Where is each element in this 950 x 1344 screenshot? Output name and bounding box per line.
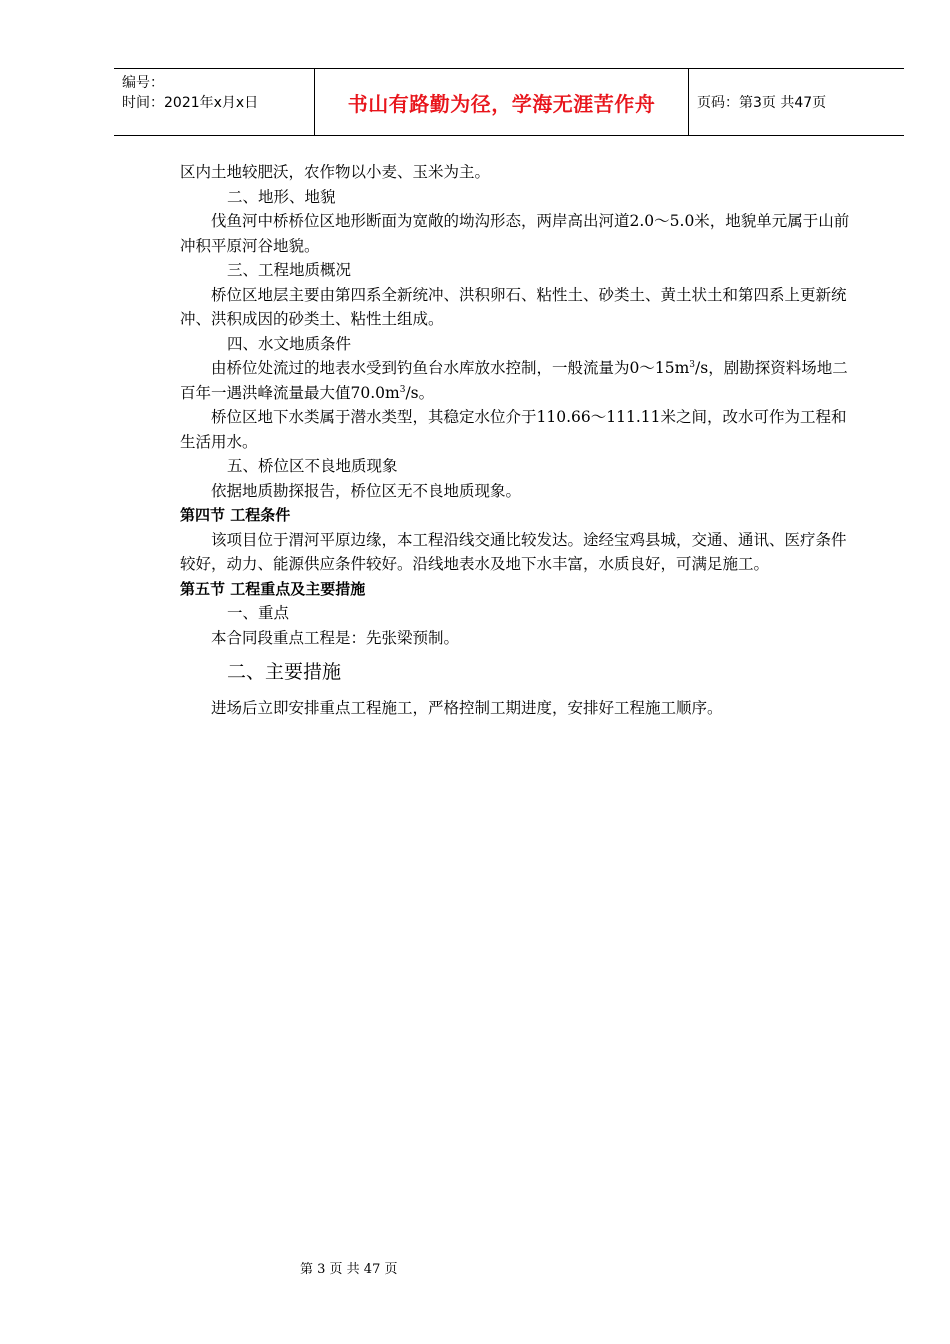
header-meta <box>114 69 315 135</box>
page-header <box>114 68 904 136</box>
paragraph: 依据地质勘探报告，桥位区无不良地质现象。 <box>211 481 522 500</box>
time-label: 时间：2021年x月x日 <box>122 95 259 111</box>
subheading: 四、水文地质条件 <box>227 334 352 353</box>
paragraph: 桥位区地层主要由第四系全新统冲、洪积卵石、粘性土、砂类土、黄土状土和第四系上更新统冲、洪积成因的砂类土、粘性土组成。 <box>180 285 847 328</box>
paragraph: 本合同段重点工程是：先张梁预制。 <box>211 628 460 647</box>
section-heading: 第五节 工程重点及主要措施 <box>180 579 366 598</box>
superscript: 3 <box>399 384 406 395</box>
header-motto: 书山有路勤为径，学海无涯苦作舟 <box>315 69 689 135</box>
paragraph: 桥位区地下水类属于潜水类型，其稳定水位介于110.66～111.11米之间，改水可作为工程和生活用水。 <box>180 408 847 451</box>
paragraph: 进场后立即安排重点工程施工，严格控制工期进度，安排好工程施工顺序。 <box>211 699 723 717</box>
number-label: 编号： <box>122 75 164 91</box>
flow-text-c: /s。 <box>405 383 435 402</box>
subheading: 三、工程地质概况 <box>227 261 352 279</box>
superscript: 3 <box>689 359 696 370</box>
section-heading: 第四节 工程条件 <box>180 506 291 524</box>
header-page-info: 页码：第3页 共47页 <box>697 95 827 111</box>
flow-text-b: /s，剧勘探资料场地二百年一遇洪峰流量最大值70.0m <box>180 359 848 402</box>
subheading: 二、地形、地貌 <box>227 187 336 206</box>
page-footer: 第 3 页 共 47 页 <box>300 1262 398 1277</box>
document-body <box>180 160 852 721</box>
paragraph: 区内土地较肥沃，农作物以小麦、玉米为主。 <box>180 163 491 181</box>
paragraph-flow <box>180 356 852 405</box>
subheading: 一、重点 <box>227 604 290 622</box>
flow-text-a: 由桥位处流过的地表水受到钓鱼台水库放水控制，一般流量为0～15m <box>211 359 690 377</box>
subheading-large: 二、主要措施 <box>227 661 342 683</box>
paragraph: 伐鱼河中桥桥位区地形断面为宽敞的坳沟形态，两岸高出河道2.0～5.0米，地貌单元属于山前冲积平原河谷地貌。 <box>180 212 850 255</box>
subheading: 五、桥位区不良地质现象 <box>227 457 398 475</box>
paragraph: 该项目位于渭河平原边缘，本工程沿线交通比较发达。途经宝鸡县城，交通、通讯、医疗条件较好，动力、能源供应条件较好。沿线地表水及地下水丰富，水质良好，可满足施工。 <box>180 530 847 573</box>
